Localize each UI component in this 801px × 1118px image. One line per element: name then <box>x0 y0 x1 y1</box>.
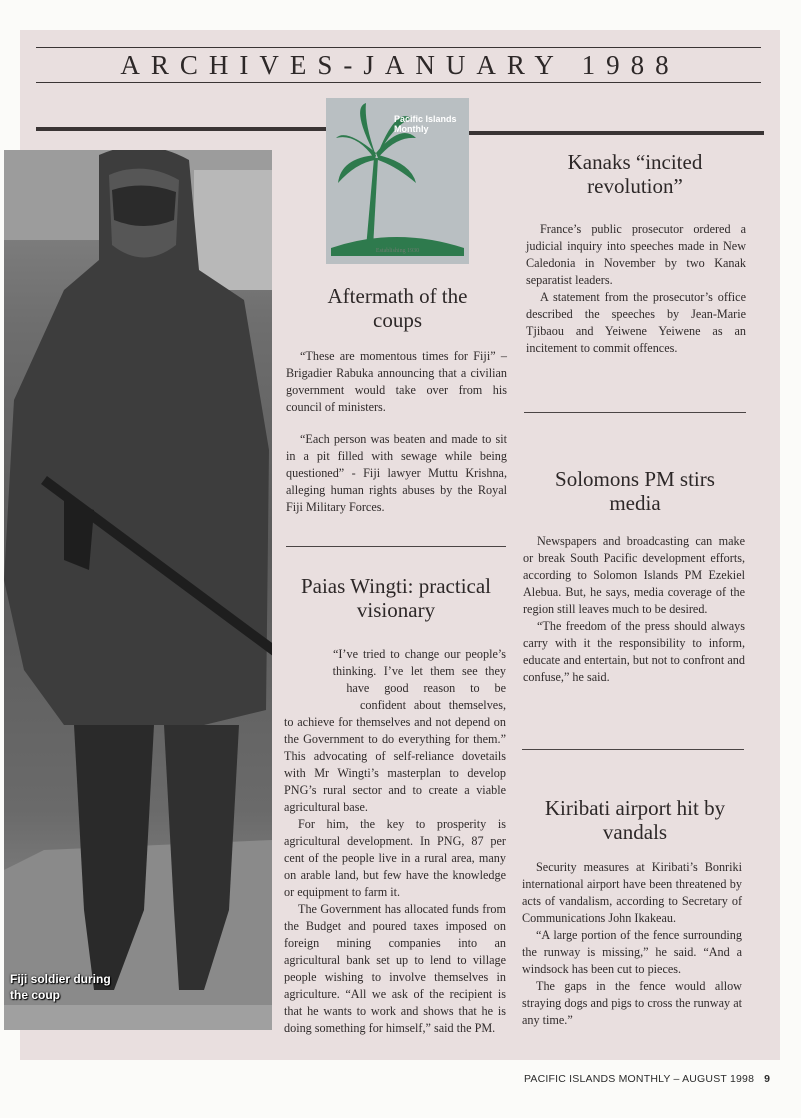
aftermath-headline: Aftermath of the coups <box>327 284 468 332</box>
masthead-rule-bottom <box>36 82 761 83</box>
kanaks-paragraph: A statement from the prosecutor’s office described the speeches by Jean-Marie Tjibaou and Yeiwene Yeiwene as an incitement to commit offences. <box>526 290 746 355</box>
solomons-headline: Solomons PM stirs media <box>555 467 715 515</box>
masthead-rule-top <box>36 47 761 48</box>
kiribati-paragraph: “A large portion of the fence surrounding the runway is missing,” he said. “And a windsock has been cut to pieces. <box>522 928 742 976</box>
kanaks-article <box>526 221 746 357</box>
wingti-paragraph: For him, the key to prosperity is agricultural development. In PNG, 87 per cent of the people live in a rural area, many on arable land, but few have the knowledge or equipment to farm it. <box>284 817 506 899</box>
wingti-paragraph: “I’ve tried to change our people’s thinking. I’ve let them see they have good reason to be confident about themselves, to achieve for themselves and not depend on the Government to do everything for them.” This advocating of self-reliance dovetails with Mr Wingti’s masterplan to develop PNG’s rural sector and to create a viable agricultural base. <box>284 647 506 814</box>
separator-solomons <box>522 749 744 750</box>
section-rule-left <box>36 127 326 131</box>
wingti-headline: Paias Wingti: practical visionary <box>300 574 492 622</box>
kiribati-headline: Kiribati airport hit by vandals <box>544 796 726 844</box>
masthead-title: ARCHIVES-JANUARY 1988 <box>120 50 680 80</box>
wingti-paragraph: The Government has allocated funds from the Budget and poured taxes imposed on foreign mining companies into an agricultural bank set up to lend to village people wishing to involve themselves in agriculture. “All we ask of the recipient is that he wants to work and shows that he is doing something for himself,” said the PM. <box>284 902 506 1035</box>
kiribati-paragraph: The gaps in the fence would allow straying dogs and pigs to cross the runway at any time.” <box>522 979 742 1027</box>
kanaks-headline: Kanaks “incited revolution” <box>567 150 703 198</box>
cover-subtitle: Establishing 1930 <box>375 248 420 254</box>
photo-caption: Fiji soldier during the coup <box>10 972 111 1002</box>
page-footer <box>524 1073 770 1085</box>
solomons-paragraph: “The freedom of the press should always carry with it the responsibility to inform, educate and entertain, but not to confront and confuse,” he said. <box>523 619 745 684</box>
kanaks-paragraph: France’s public prosecutor ordered a judicial inquiry into speeches made in New Caledonia in November by two Kanak separatist leaders. <box>526 222 746 287</box>
separator-aftermath <box>286 546 506 547</box>
kiribati-paragraph: Security measures at Kiribati’s Bonriki international airport have been threatened by acts of vandalism, according to Secretary of Communications John Ikakeau. <box>522 860 742 925</box>
page-number: 9 <box>764 1073 771 1085</box>
solomons-article <box>523 533 745 686</box>
kiribati-article <box>522 859 742 1029</box>
aftermath-paragraph: “Each person was beaten and made to sit in a pit filled with sewage while being questioned” - Fiji lawyer Muttu Krishna, alleging human rights abuses by the Royal Fiji Military Forces. <box>286 432 507 514</box>
footer-publication: PACIFIC ISLANDS MONTHLY – AUGUST 1998 <box>524 1073 755 1085</box>
cover-title: Pacific Islands Monthly <box>394 114 457 134</box>
separator-kanaks <box>524 412 746 413</box>
aftermath-article <box>286 348 507 516</box>
aftermath-paragraph: “These are momentous times for Fiji” – Brigadier Rabuka announcing that a civilian government would take over from his council of ministers. <box>286 349 507 414</box>
wingti-article <box>284 646 506 1037</box>
soldier-photo <box>4 150 272 1030</box>
section-rule-right <box>469 131 764 135</box>
magazine-cover-image <box>326 98 469 264</box>
solomons-paragraph: Newspapers and broadcasting can make or break South Pacific development efforts, according to Solomon Islands PM Ezekiel Alebua. But, he says, media coverage of the region still leaves much to be desired. <box>523 534 745 616</box>
